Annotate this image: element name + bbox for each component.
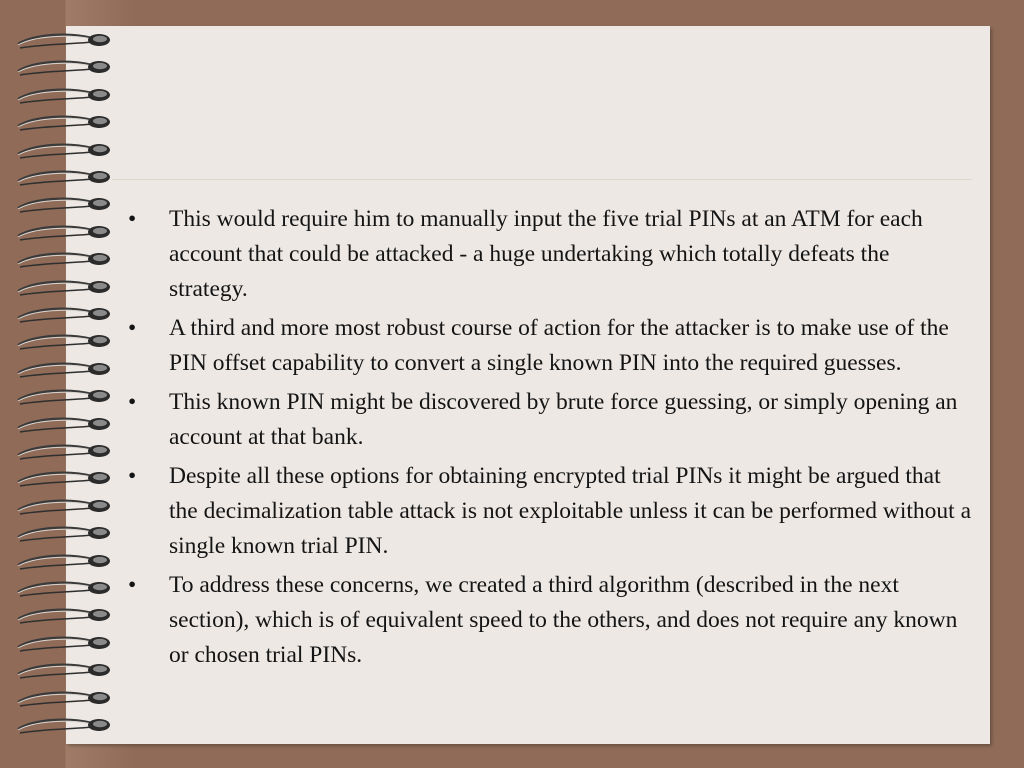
spiral-ring-icon — [14, 468, 114, 488]
spiral-ring-icon — [14, 140, 114, 160]
spiral-ring-icon — [14, 85, 114, 105]
bullet-text: To address these concerns, we created a third algorithm (described in the next section), which is of equivalent speed to the others, and does not require any known or chosen trial PINs. — [169, 572, 958, 668]
spiral-ring-icon — [14, 331, 114, 351]
spiral-ring-icon — [14, 112, 114, 132]
spiral-ring-icon — [14, 660, 114, 680]
spiral-ring-icon — [14, 496, 114, 516]
bullet-icon: • — [128, 572, 137, 598]
spiral-ring-icon — [14, 414, 114, 434]
bullet-list — [128, 202, 973, 673]
bullet-item — [128, 568, 973, 673]
bullet-text: This would require him to manually input the five trial PINs at an ATM for each account that could be attacked - a huge undertaking which totally defeats the strategy. — [169, 206, 923, 302]
slide-body — [128, 202, 973, 677]
spiral-ring-icon — [14, 194, 114, 214]
bullet-text: A third and more most robust course of action for the attacker is to make use of the PIN offset capability to convert a single known PIN into the required guesses. — [169, 315, 949, 376]
spiral-ring-icon — [14, 222, 114, 242]
bullet-item — [128, 459, 973, 564]
bullet-icon: • — [128, 463, 137, 489]
bullet-item — [128, 202, 973, 307]
spiral-ring-icon — [14, 633, 114, 653]
bullet-item — [128, 385, 973, 455]
spiral-ring-icon — [14, 715, 114, 735]
spiral-ring-icon — [14, 30, 114, 50]
bullet-icon: • — [128, 315, 137, 341]
spiral-ring-icon — [14, 441, 114, 461]
spiral-ring-icon — [14, 249, 114, 269]
spiral-ring-icon — [14, 57, 114, 77]
spiral-ring-icon — [14, 605, 114, 625]
spiral-ring-icon — [14, 386, 114, 406]
bullet-icon: • — [128, 389, 137, 415]
bullet-text: Despite all these options for obtaining encrypted trial PINs it might be argued that the decimalization table attack is not exploitable unless it can be performed without a single known trial PIN. — [169, 463, 971, 559]
spiral-ring-icon — [14, 688, 114, 708]
spiral-ring-icon — [14, 578, 114, 598]
bullet-icon: • — [128, 206, 137, 232]
spiral-ring-icon — [14, 551, 114, 571]
title-divider — [112, 179, 972, 180]
spiral-ring-icon — [14, 304, 114, 324]
bullet-item — [128, 311, 973, 381]
spiral-ring-icon — [14, 167, 114, 187]
spiral-ring-icon — [14, 277, 114, 297]
spiral-ring-icon — [14, 359, 114, 379]
spiral-ring-icon — [14, 523, 114, 543]
bullet-text: This known PIN might be discovered by brute force guessing, or simply opening an account at that bank. — [169, 389, 958, 450]
